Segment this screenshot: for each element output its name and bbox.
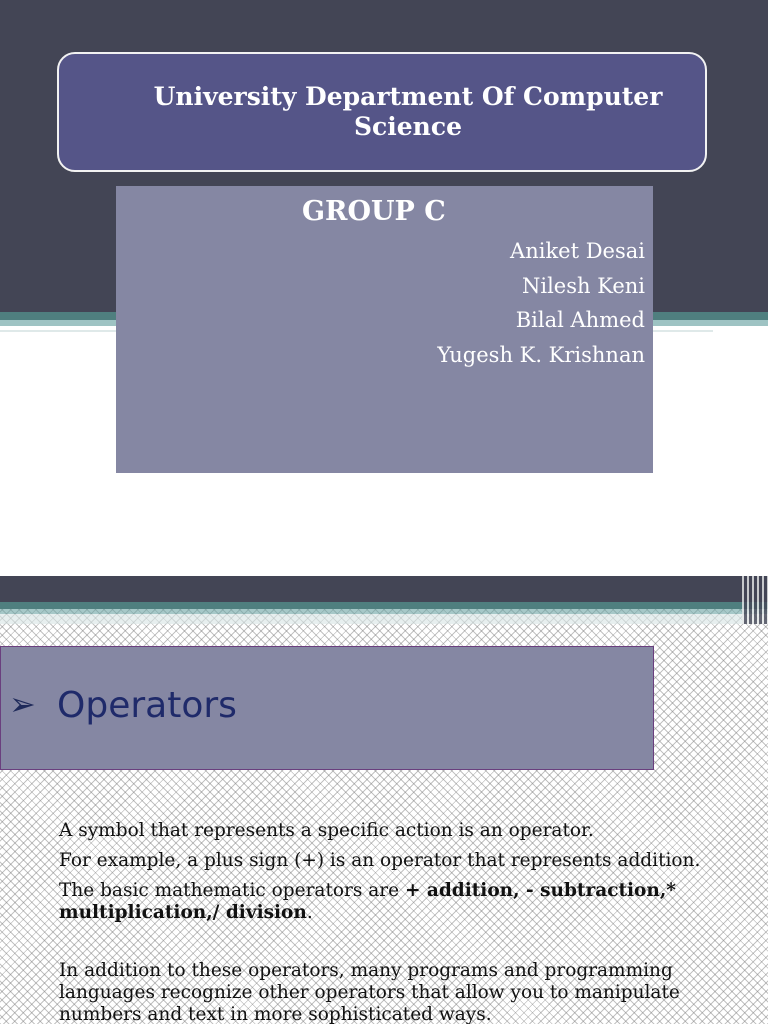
text-span: The basic mathematic operators are [59, 880, 405, 901]
member-name: Yugesh K. Krishnan [437, 342, 645, 367]
decor-vertical-lines [742, 576, 768, 624]
bold-operators: + addition, - subtraction,* multiplication,/ division [59, 880, 676, 923]
body-text [59, 820, 719, 1024]
member-name: Nilesh Keni [521, 273, 645, 298]
text-span: . [306, 902, 313, 923]
slide-title: University Department Of Computer Science [153, 82, 663, 141]
group-box [116, 186, 653, 473]
group-title: GROUP C [302, 196, 446, 227]
text-paragraph: In addition to these operators, many programs and programming languages recognize other operators that allow you to manipulate numbers and text in more sophisticated ways. [59, 960, 680, 1024]
decor-line [0, 330, 116, 332]
member-name: Aniket Desai [510, 239, 645, 263]
heading-box [0, 646, 654, 770]
text-line [59, 880, 719, 924]
text-line: A symbol that represents a specific action is an operator. [59, 820, 594, 841]
member-name: Bilal Ahmed [515, 308, 645, 332]
text-line: For example, a plus sign (+) is an operator that represents addition. [59, 850, 701, 871]
slide-heading: Operators [57, 685, 237, 726]
operators-slide [0, 576, 768, 1024]
header-band [0, 576, 768, 602]
arrow-bullet-icon: ➢ [9, 685, 36, 723]
title-box [57, 52, 707, 172]
teal-band [0, 602, 768, 609]
decor-stripe [0, 614, 768, 624]
decor-line [653, 330, 713, 332]
member-list [437, 234, 645, 372]
